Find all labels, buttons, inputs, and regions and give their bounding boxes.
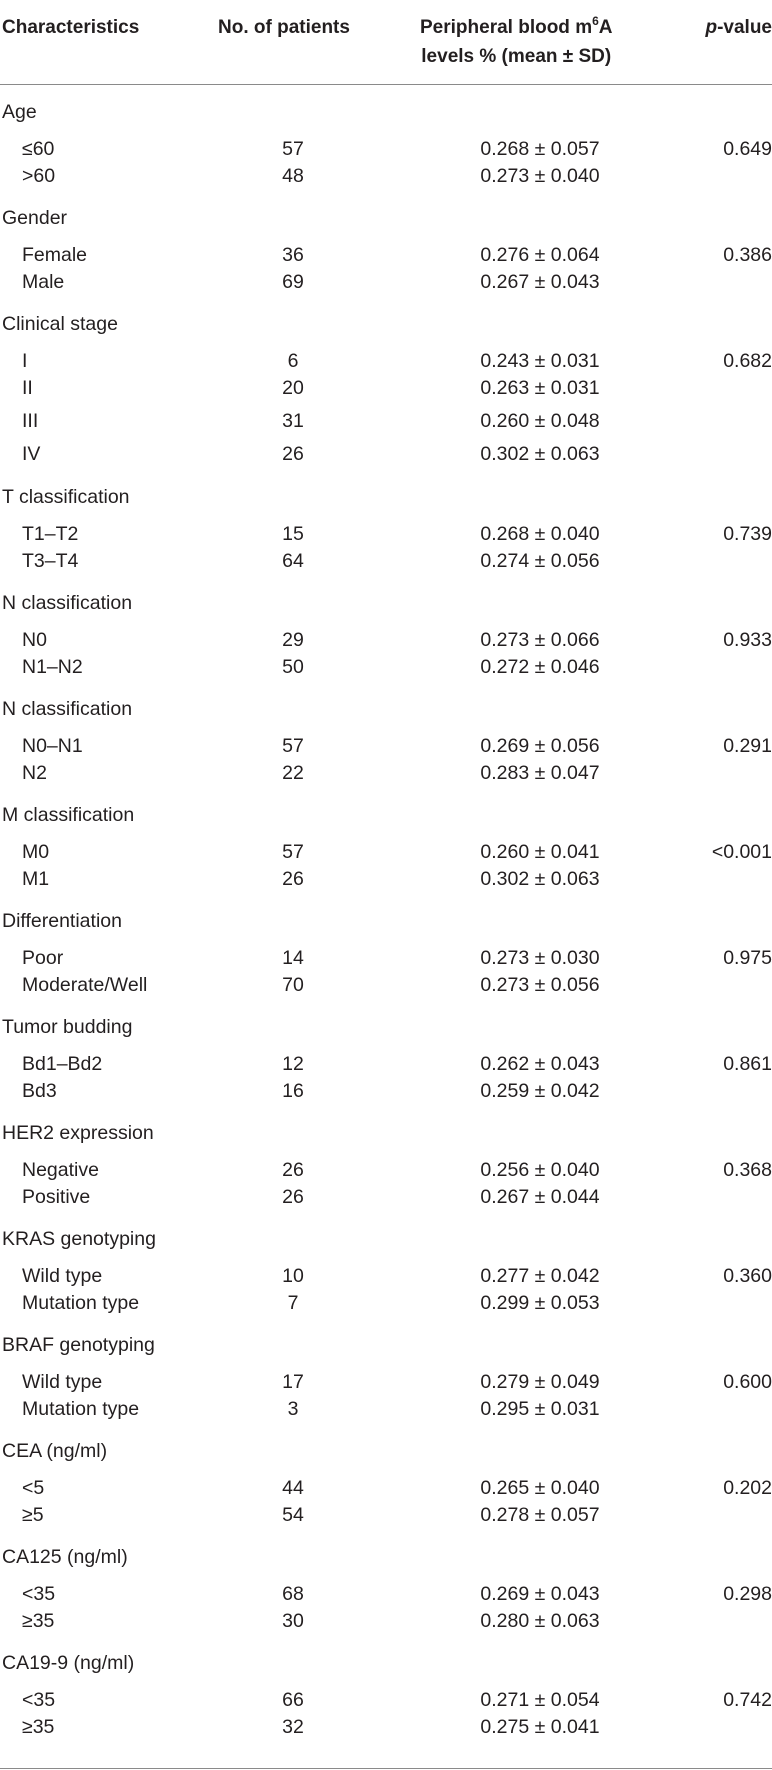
row-m6a-level: 0.299 ± 0.053	[480, 1292, 600, 1314]
row-label: Moderate/Well	[22, 974, 148, 996]
row-p-value: 0.742	[723, 1689, 772, 1711]
row-p-value: 0.975	[723, 947, 772, 969]
group-title: BRAF genotyping	[2, 1334, 155, 1356]
row-m6a-level: 0.269 ± 0.056	[480, 735, 600, 757]
table-row	[0, 1685, 772, 1715]
row-m6a-level: 0.273 ± 0.066	[480, 629, 600, 651]
row-patient-count: 22	[282, 762, 304, 784]
table-row	[0, 406, 772, 436]
row-p-value: 0.682	[723, 350, 772, 372]
group-title: Age	[2, 101, 37, 123]
row-label: N0–N1	[22, 735, 83, 757]
row-m6a-level: 0.268 ± 0.057	[480, 138, 600, 160]
table-row	[0, 1155, 772, 1185]
header-p-rest: -value	[717, 17, 772, 38]
row-patient-count: 31	[282, 410, 304, 432]
row-patient-count: 36	[282, 244, 304, 266]
row-m6a-level: 0.272 ± 0.046	[480, 656, 600, 678]
row-label: Mutation type	[22, 1292, 140, 1314]
row-patient-count: 6	[287, 350, 299, 372]
group-title: CA125 (ng/ml)	[2, 1546, 128, 1568]
table-row	[0, 1261, 772, 1291]
header-m6a-line1-post: A	[598, 17, 613, 38]
header-m6a-line2: levels % (mean ± SD)	[421, 46, 612, 67]
row-m6a-level: 0.267 ± 0.043	[480, 271, 600, 293]
row-label: Poor	[22, 947, 64, 969]
table-row	[0, 943, 772, 973]
table-group	[0, 999, 772, 1105]
row-m6a-level: 0.274 ± 0.056	[480, 550, 600, 572]
row-m6a-level: 0.259 ± 0.042	[480, 1080, 600, 1102]
table-row	[0, 1076, 772, 1106]
row-label: Male	[22, 271, 65, 293]
table-row	[0, 346, 772, 376]
group-title: N classification	[2, 592, 133, 614]
table-bottom-rule	[0, 1768, 772, 1769]
table-group	[0, 1105, 772, 1211]
row-p-value: 0.386	[723, 244, 772, 266]
row-label: ≥35	[22, 1716, 55, 1738]
row-label: >60	[22, 165, 56, 187]
table-row	[0, 161, 772, 191]
row-m6a-level: 0.273 ± 0.056	[480, 974, 600, 996]
table-row	[0, 519, 772, 549]
row-p-value: 0.739	[723, 523, 772, 545]
row-label: II	[22, 377, 33, 399]
row-patient-count: 70	[282, 974, 304, 996]
group-title: T classification	[2, 486, 130, 508]
header-patients: No. of patients	[218, 17, 350, 38]
row-label: T1–T2	[22, 523, 79, 545]
row-m6a-level: 0.277 ± 0.042	[480, 1265, 600, 1287]
header-p-value	[705, 13, 772, 42]
group-title: Differentiation	[2, 910, 122, 932]
row-label: N0	[22, 629, 47, 651]
row-p-value: 0.933	[723, 629, 772, 651]
row-label: ≥35	[22, 1610, 55, 1632]
row-m6a-level: 0.276 ± 0.064	[480, 244, 600, 266]
header-characteristics: Characteristics	[2, 17, 140, 38]
group-title: CA19-9 (ng/ml)	[2, 1652, 135, 1674]
table-row	[0, 1394, 772, 1424]
table-row	[0, 1367, 772, 1397]
table-group	[0, 84, 772, 190]
header-m6a-levels	[420, 13, 613, 71]
table-row	[0, 1049, 772, 1079]
table-group	[0, 190, 772, 296]
row-patient-count: 44	[282, 1477, 304, 1499]
table-group	[0, 1211, 772, 1317]
table-row	[0, 439, 772, 469]
row-m6a-level: 0.263 ± 0.031	[480, 377, 600, 399]
row-patient-count: 68	[282, 1583, 304, 1605]
row-label: Bd1–Bd2	[22, 1053, 103, 1075]
row-patient-count: 17	[282, 1371, 304, 1393]
row-patient-count: 50	[282, 656, 304, 678]
row-label: M0	[22, 841, 50, 863]
table-group	[0, 893, 772, 999]
group-title: Clinical stage	[2, 313, 118, 335]
row-patient-count: 57	[282, 735, 304, 757]
row-m6a-level: 0.267 ± 0.044	[480, 1186, 600, 1208]
group-title: M classification	[2, 804, 135, 826]
row-label: T3–T4	[22, 550, 79, 572]
row-label: I	[22, 350, 28, 372]
table-row	[0, 1182, 772, 1212]
table-row	[0, 240, 772, 270]
row-label: <35	[22, 1689, 56, 1711]
row-m6a-level: 0.260 ± 0.041	[480, 841, 600, 863]
table-row	[0, 1606, 772, 1636]
table-row	[0, 970, 772, 1000]
row-m6a-level: 0.273 ± 0.040	[480, 165, 600, 187]
table-group	[0, 1317, 772, 1423]
table-row	[0, 758, 772, 788]
row-m6a-level: 0.256 ± 0.040	[480, 1159, 600, 1181]
table-body	[0, 84, 772, 1741]
table-group	[0, 469, 772, 575]
row-label: N2	[22, 762, 47, 784]
row-m6a-level: 0.295 ± 0.031	[480, 1398, 600, 1420]
table-row	[0, 1500, 772, 1530]
group-title: N classification	[2, 698, 133, 720]
row-p-value: 0.360	[723, 1265, 772, 1287]
row-m6a-level: 0.269 ± 0.043	[480, 1583, 600, 1605]
row-patient-count: 29	[282, 629, 304, 651]
row-patient-count: 66	[282, 1689, 304, 1711]
table-row	[0, 864, 772, 894]
table-group	[0, 1635, 772, 1741]
row-m6a-level: 0.279 ± 0.049	[480, 1371, 600, 1393]
row-patient-count: 26	[282, 1186, 304, 1208]
row-label: ≥5	[22, 1504, 44, 1526]
row-m6a-level: 0.302 ± 0.063	[480, 443, 600, 465]
row-label: <35	[22, 1583, 56, 1605]
table-row	[0, 373, 772, 403]
table-row	[0, 837, 772, 867]
row-p-value: 0.291	[723, 735, 772, 757]
row-m6a-level: 0.265 ± 0.040	[480, 1477, 600, 1499]
table-row	[0, 1712, 772, 1742]
row-patient-count: 54	[282, 1504, 304, 1526]
header-m6a-line1-pre: Peripheral blood m	[420, 17, 593, 38]
row-label: Wild type	[22, 1265, 103, 1287]
row-patient-count: 26	[282, 1159, 304, 1181]
row-patient-count: 48	[282, 165, 304, 187]
table-group	[0, 1423, 772, 1529]
table-row	[0, 134, 772, 164]
row-patient-count: 57	[282, 138, 304, 160]
table-row	[0, 731, 772, 761]
row-m6a-level: 0.302 ± 0.063	[480, 868, 600, 890]
table-row	[0, 652, 772, 682]
row-m6a-level: 0.268 ± 0.040	[480, 523, 600, 545]
row-label: Wild type	[22, 1371, 103, 1393]
row-patient-count: 16	[282, 1080, 304, 1102]
row-label: III	[22, 410, 39, 432]
group-title: HER2 expression	[2, 1122, 154, 1144]
row-patient-count: 3	[287, 1398, 299, 1420]
row-p-value: 0.298	[723, 1583, 772, 1605]
row-label: ≤60	[22, 138, 55, 160]
table-group	[0, 787, 772, 893]
row-m6a-level: 0.262 ± 0.043	[480, 1053, 600, 1075]
row-patient-count: 26	[282, 443, 304, 465]
table-row	[0, 1579, 772, 1609]
row-label: Positive	[22, 1186, 91, 1208]
table-header	[0, 0, 772, 85]
table-row	[0, 267, 772, 297]
table-group	[0, 575, 772, 681]
table-group	[0, 681, 772, 787]
row-m6a-level: 0.278 ± 0.057	[480, 1504, 600, 1526]
row-label: <5	[22, 1477, 45, 1499]
group-title: Gender	[2, 207, 68, 229]
row-p-value: 0.861	[723, 1053, 772, 1075]
row-label: Mutation type	[22, 1398, 140, 1420]
row-p-value: 0.368	[723, 1159, 772, 1181]
row-label: IV	[22, 443, 41, 465]
row-patient-count: 7	[287, 1292, 299, 1314]
group-title: Tumor budding	[2, 1016, 133, 1038]
row-patient-count: 20	[282, 377, 304, 399]
row-patient-count: 15	[282, 523, 304, 545]
header-p-italic: p	[705, 17, 718, 38]
row-patient-count: 26	[282, 868, 304, 890]
row-m6a-level: 0.283 ± 0.047	[480, 762, 600, 784]
row-p-value: <0.001	[711, 841, 772, 863]
row-patient-count: 57	[282, 841, 304, 863]
row-m6a-level: 0.280 ± 0.063	[480, 1610, 600, 1632]
row-label: N1–N2	[22, 656, 83, 678]
row-m6a-level: 0.275 ± 0.041	[480, 1716, 600, 1738]
row-m6a-level: 0.260 ± 0.048	[480, 410, 600, 432]
row-patient-count: 10	[282, 1265, 304, 1287]
table-group	[0, 1529, 772, 1635]
group-title: CEA (ng/ml)	[2, 1440, 108, 1462]
row-p-value: 0.649	[723, 138, 772, 160]
table-row	[0, 625, 772, 655]
group-title: KRAS genotyping	[2, 1228, 156, 1250]
row-patient-count: 14	[282, 947, 304, 969]
row-m6a-level: 0.271 ± 0.054	[480, 1689, 600, 1711]
table-group	[0, 296, 772, 469]
header-m6a-superscript: 6	[592, 14, 599, 28]
table-row	[0, 1473, 772, 1503]
row-p-value: 0.202	[723, 1477, 772, 1499]
row-patient-count: 32	[282, 1716, 304, 1738]
row-p-value: 0.600	[723, 1371, 772, 1393]
row-patient-count: 12	[282, 1053, 304, 1075]
table-row	[0, 1288, 772, 1318]
row-label: Female	[22, 244, 88, 266]
row-patient-count: 30	[282, 1610, 304, 1632]
row-m6a-level: 0.273 ± 0.030	[480, 947, 600, 969]
row-patient-count: 69	[282, 271, 304, 293]
table-row	[0, 546, 772, 576]
row-patient-count: 64	[282, 550, 304, 572]
row-m6a-level: 0.243 ± 0.031	[480, 350, 600, 372]
row-label: Negative	[22, 1159, 99, 1181]
row-label: Bd3	[22, 1080, 57, 1102]
row-label: M1	[22, 868, 50, 890]
